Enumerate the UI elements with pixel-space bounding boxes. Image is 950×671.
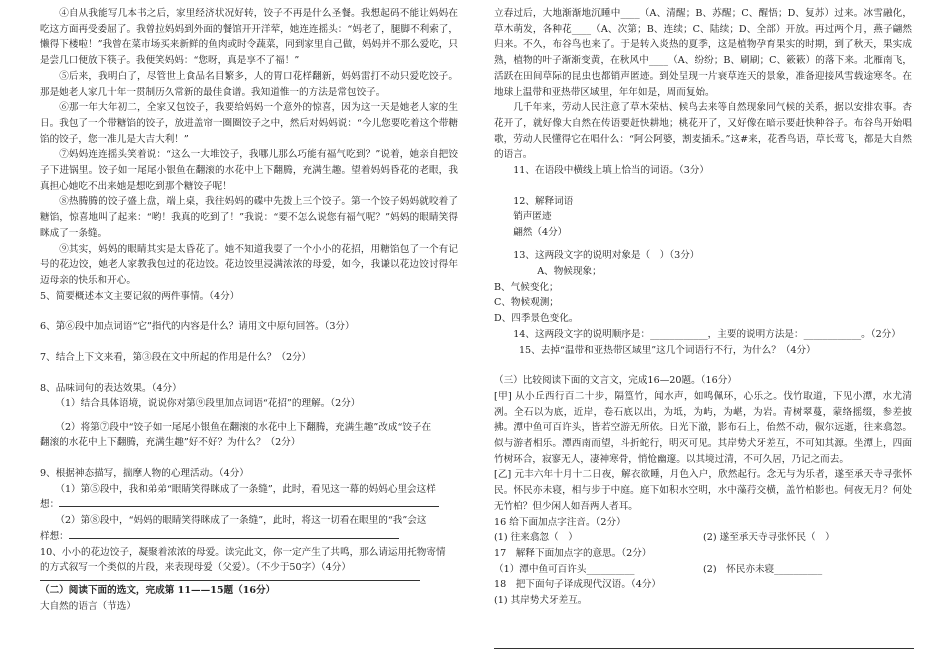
question-14: 14、这两段文字的说明顺序是：____________，主要的说明方法是：____________。（2分） (513, 328, 901, 340)
question-13: 13、这两段文字的说明对象是（ ）（3分） (513, 250, 700, 262)
question-9: 9、根据神态描写，揣摩人物的心理活动。（4分） (40, 468, 249, 480)
question-8-2-line1: （2）将第⑦段中“饺子如一尾尾小银鱼在翻滚的水花中上下翻腾，充满生趣”改成“饺子在 (55, 421, 432, 433)
option-d: D、四季景色变化。 (494, 313, 579, 325)
passage-paragraph-2: 几千年来，劳动人民注意了草木荣枯、候鸟去来等自然现象同气候的关系，据以安排农事。杏花开了，就好像大自然在传语要赶快耕地；桃花开了，又好像在暗示要赶快种谷子。布谷鸟开始唱歌，劳动人民懂得它在唱什么：“阿公阿婆，割麦插禾。”这#来，花香鸟语，草长莺飞，都是大自然的语言。 (494, 102, 912, 161)
question-9-1-line1: （1）第⑤段中，我和弟弟“眼睛笑得眯成了一条缝”，此时，看见这一幕的妈妈心里会这样 (55, 483, 436, 495)
paragraph-6: ⑥那一年大年初二，全家又包饺子，我要给妈妈一个意外的惊喜，因为这一天是她老人家的生日。我包了一个带糖馅的饺子，放进盖帘一圈圈饺子之中，然后对妈妈说：“今儿您要吃着这个带糖馅的饺子，您一准儿是大吉大利！” (40, 102, 458, 145)
question-16-items (494, 530, 912, 546)
question-9-1-line2 (40, 497, 458, 513)
answer-blank-9-1[interactable] (59, 506, 439, 507)
question-17-2: (2) 怀民亦未寝__________ (703, 563, 823, 575)
paragraph-5: ⑤后来，我明白了，尽管世上食品名目繁多，人的胃口花样翻新，妈妈雷打不动只爱吃饺子。那是她老人家几十年一贯制历久常新的最佳食谱。我知道惟一的方法是常包饺子。 (40, 70, 458, 98)
question-8-2-line2: 翻滚的水花中上下翻腾，充满生趣”好不好？为什么？（2分） (40, 437, 301, 449)
paragraph-4: ④自从我能写几本书之后，家里经济状况好转，饺子不再是什么圣餐。我想起码不能让妈妈在吃这方面再受委屈了。我曾拉妈妈到外面的餐馆开开洋荤，她连连摇头：“妈老了，腿脚不利索了，懒得下楼啦！”我曾在菜市场买来新鲜的鱼肉或时令蔬菜，同到家里自己做，妈妈并不那么爱吃，只是尝几口便放下筷子。我便笑妈妈：“您呀，真是享不了福！” (40, 8, 458, 67)
paragraph-7: ⑦妈妈连连摇头笑着说：“这么一大堆饺子，我哪儿那么巧能有福气吃到？”说着，她亲自把饺子下进锅里。饺子如一尾尾小银鱼在翻滚的水花中上下翻腾，充满生趣。望着妈妈昏花的老眼，我真担心她吃不出来她是想吃到那个糖饺子呢！ (40, 149, 458, 192)
question-16-1: (1) 往来翕忽（ ） (494, 532, 578, 544)
question-12: 12、解释词语 (513, 195, 574, 207)
paragraph-9: ⑨其实，妈妈的眼睛其实是太昏花了。她不知道我耍了一个小小的花招，用糖馅包了一个有记号的花边饺，她老人家教我包过的花边饺。花边饺里浸满浓浓的母爱，如今，我谦以花边饺讨得年迈母亲的快乐和开心。 (40, 243, 458, 286)
question-9-2-prefix: 样想： (40, 530, 69, 542)
section-divider (40, 580, 420, 581)
question-10-line2: 的方式叙写一个类似的片段，来表现母爱（父爱）。（不少于50字）（4分） (40, 562, 351, 574)
passage-paragraph-1: 立春过后，大地渐渐地沉睡中____（A、清醒；B、苏醒；C、醒悟；D、复苏）过来。冰雪融化，草木萌发，各种花____（A、次第；B、连续；C、陆续；D、全部）开放。再过两个月，燕子翩然归来。不久，布谷鸟也来了。于是转入炎热的夏季，这是植物孕育果实的时期，到了秋天，果实成熟，植物的叶子渐渐变黄，在秋风中____（A、纷纷；B、刷刷；C、簌簌）的落下来。北雁南飞，活跃在田间草际的昆虫也都销声匿迹。到处呈现一片衰草连天的景象，准备迎接风雪载途寒冬。在地球上温带和亚热带区域里，年年如是，周而复始。 (494, 8, 912, 98)
answer-blank-9-2[interactable] (69, 538, 399, 539)
left-column (40, 6, 458, 614)
question-18-1: (1) 其岸势犬牙差互。 (494, 595, 588, 607)
question-5: 5、简要概述本文主要记叙的两件事情。（4分） (40, 290, 240, 302)
option-c: C、物候观测； (494, 297, 559, 309)
question-15: 15、去掉“温带和亚热带区域里”这几个词语行不行，为什么？（4分） (518, 344, 816, 356)
question-12-word-2: 翩然（4分） (513, 227, 568, 239)
question-6: 6、第⑥段中加点词语“它”指代的内容是什么？请用文中原句回答。（3分） (40, 321, 355, 333)
question-17-items (494, 562, 912, 578)
question-18: 18 把下面句子译成现代汉语。（4分） (494, 579, 662, 591)
question-8: 8、品味词句的表达效果。（4分） (40, 382, 182, 394)
option-b: B、气候变化； (494, 281, 559, 293)
question-11: 11、在语段中横线上填上恰当的词语。（3分） (513, 165, 709, 177)
question-9-2-line1: （2）第⑧段中，“妈妈的眼睛笑得眯成了一条缝”，此时，将这一切看在眼里的“我”会这 (55, 515, 427, 527)
passage-2-title: 大自然的语言（节选） (40, 600, 136, 612)
paragraph-8: ⑧热腾腾的饺子盛上盘，端上桌，我往妈妈的碟中先拨上三个饺子。第一个饺子妈妈就咬着了糖馅，惊喜地叫了起来：“哟！我真的吃到了！”我说：“要不怎么说您有福气呢？”妈妈的眼睛笑得眯成了一条缝。 (40, 196, 458, 239)
bottom-divider (494, 648, 914, 649)
question-9-2-line2 (40, 529, 458, 545)
passage-yi: [乙] 元丰六年十月十二日夜，解衣欲睡，月色入户，欣然起行。念无与为乐者，遂至承天寺寻张怀民。怀民亦未寝，相与步于中庭。庭下如积水空明，水中藻荇交横，盖竹柏影也。何夜无月？何处无竹柏？但少闲人如吾两人者耳。 (494, 469, 912, 512)
question-10-line1: 10、小小的花边饺子，凝聚着浓浓的母爱。读完此文，你一定产生了共鸣，那么请运用托物寄情 (40, 546, 446, 558)
question-12-word-1: 销声匿迹 (513, 211, 552, 223)
right-column (494, 6, 912, 609)
question-8-1: （1）结合具体语境，说说你对第⑨段里加点词语“花招”的理解。（2分） (55, 398, 361, 410)
question-16: 16 给下面加点字注音。（2分） (494, 516, 626, 528)
question-9-1-prefix: 想： (40, 499, 60, 511)
section-3-heading: （三）比较阅读下面的文言文，完成16—20题。（16分） (494, 375, 737, 387)
section-2-heading: （二）阅读下面的选文，完成第 11——15题（16分） (40, 585, 276, 596)
question-17-1: （1）潭中鱼可百许头__________ (494, 563, 635, 575)
passage-jia: [甲] 从小丘西行百二十步，隔篁竹，闻水声，如鸣佩环，心乐之。伐竹取道，下见小潭，水尤清冽。全石以为底，近岸，卷石底以出，为坻，为屿，为嵁，为岩。青树翠蔓，蒙络摇缀，参差披拂。潭中鱼可百许头，皆若空游无所依。日光下澈，影布石上，佁然不动，俶尔远逝，往来翕忽。似与游者相乐。潭西南而望，斗折蛇行，明灭可见。其岸势犬牙差互，不可知其源。坐潭上，四面竹树环合，寂寥无人，凄神寒骨，悄怆幽邃。以其境过清，不可久居，乃记之而去。 (494, 390, 912, 465)
question-16-2: (2) 遂至承天寺寻张怀民（ ） (703, 532, 835, 544)
option-a: A、物候现象； (537, 266, 602, 278)
question-17: 17 解释下面加点字的意思。（2分） (494, 548, 652, 559)
question-7: 7、结合上下文来看，第③段在文中所起的作用是什么？（2分） (40, 352, 312, 364)
